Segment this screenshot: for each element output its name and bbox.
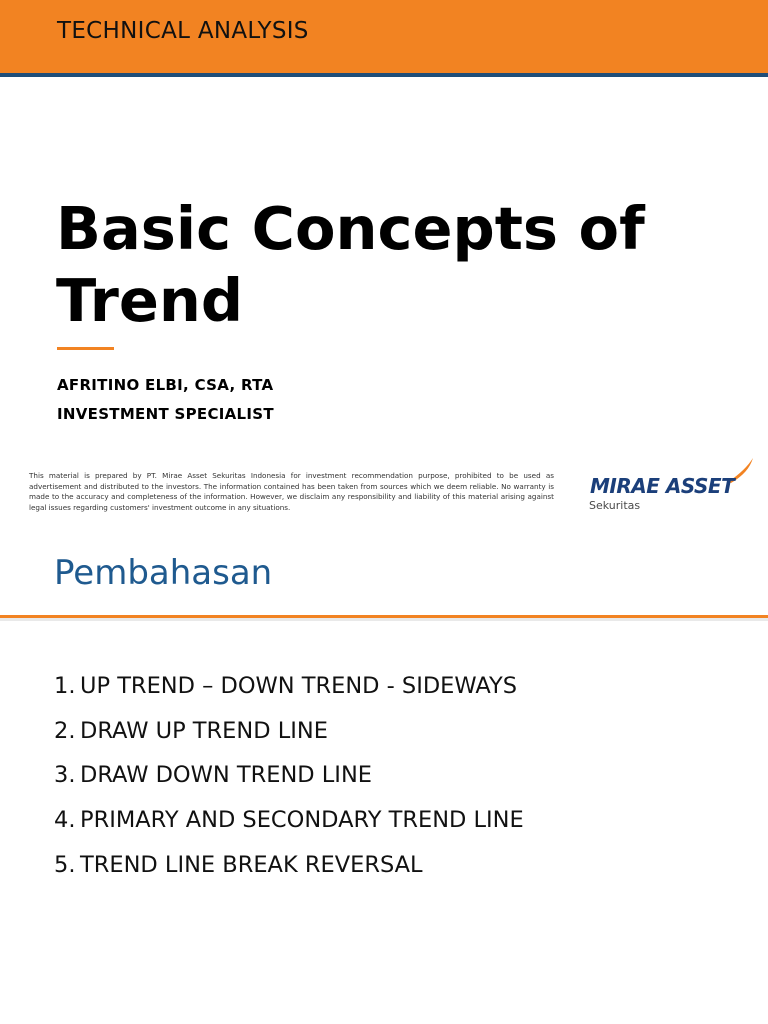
author-role: INVESTMENT SPECIALIST	[57, 405, 274, 423]
title-accent-line	[57, 347, 114, 350]
author-name: AFRITINO ELBI, CSA, RTA	[57, 376, 274, 394]
agenda-item-number: 3.	[54, 762, 76, 789]
agenda-item-number: 5.	[54, 851, 76, 878]
page-title-line-1: Basic Concepts of	[56, 194, 645, 263]
agenda-item-label: PRIMARY AND SECONDARY TREND LINE	[80, 807, 524, 834]
agenda-item	[54, 718, 524, 763]
disclaimer-text: This material is prepared by PT. Mirae Asset Sekuritas Indonesia for investment recommendation purpose, prohibited to be used as advertisement and distributed to the investors. The information contained has been taken from sources which we deem reliable. No warranty is made to the accuracy and completeness of the information. However, we disclaim any responsibility and liability of this material arising against legal issues regarding customers' investment outcome in any situations.	[29, 471, 554, 512]
page-title	[56, 193, 756, 337]
agenda-item-number: 2.	[54, 717, 76, 744]
agenda-list	[54, 673, 524, 896]
page-title-line-2: Trend	[56, 266, 244, 335]
logo-subtitle: Sekuritas	[589, 499, 641, 512]
logo-name: MIRAE ASSET	[590, 474, 735, 498]
section-label: TECHNICAL ANALYSIS	[57, 18, 309, 44]
mirae-asset-logo	[588, 456, 758, 516]
agenda-item	[54, 852, 524, 897]
agenda-item-label: DRAW DOWN TREND LINE	[80, 762, 372, 789]
agenda-item	[54, 807, 524, 852]
agenda-item-label: UP TREND – DOWN TREND - SIDEWAYS	[80, 673, 518, 699]
header-underline	[0, 73, 768, 77]
header-bar	[0, 0, 768, 73]
agenda-heading: Pembahasan	[54, 553, 273, 593]
agenda-item	[54, 673, 524, 718]
agenda-item-number: 1.	[54, 673, 76, 699]
agenda-item	[54, 762, 524, 807]
agenda-item-number: 4.	[54, 807, 76, 834]
agenda-item-label: DRAW UP TREND LINE	[80, 717, 328, 744]
agenda-item-label: TREND LINE BREAK REVERSAL	[80, 851, 423, 878]
section-divider-shadow	[0, 618, 768, 621]
